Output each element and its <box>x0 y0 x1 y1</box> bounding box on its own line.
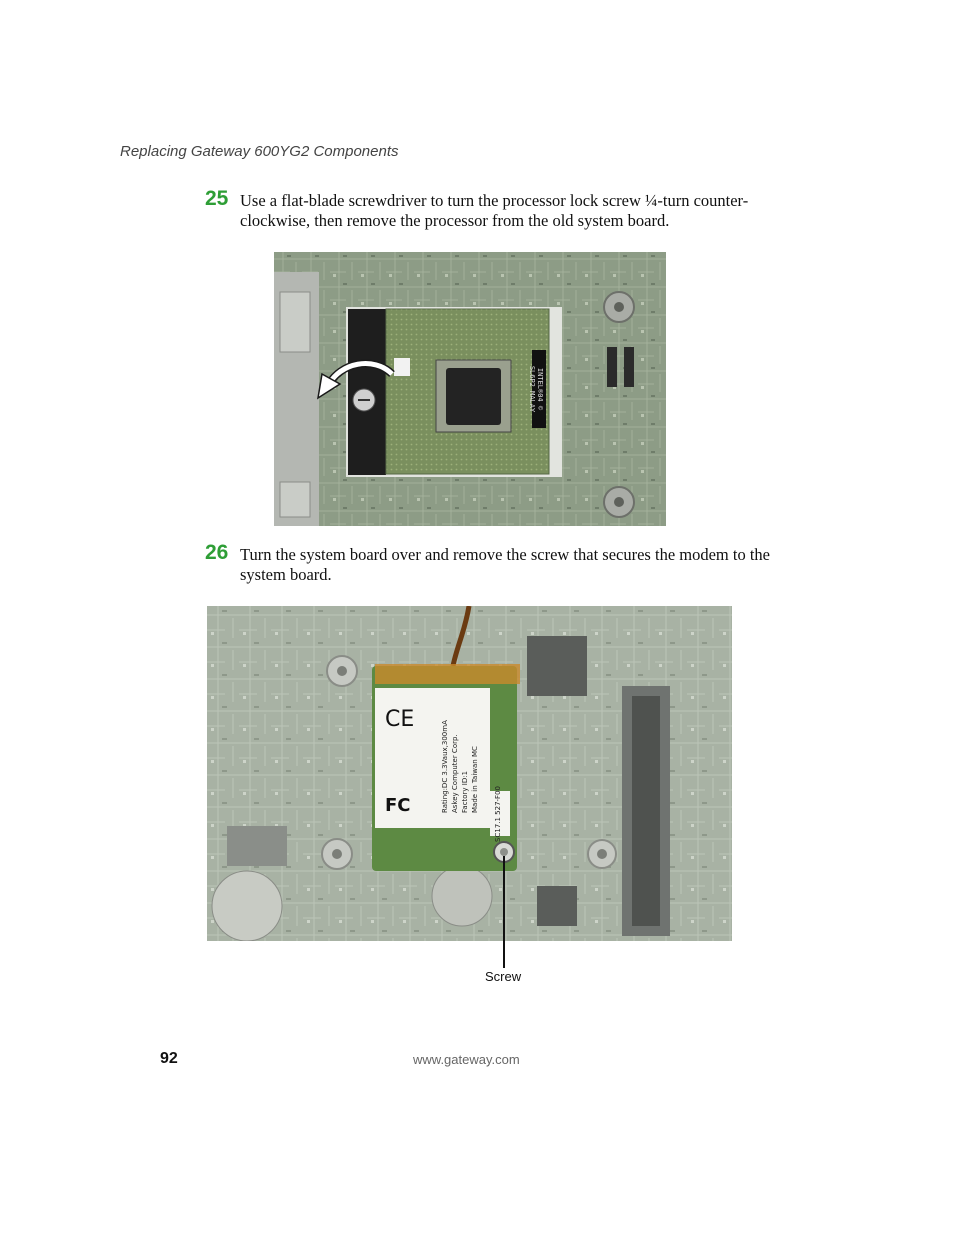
modem-code: SC17.1 527-F00 <box>494 786 502 842</box>
processor-photo <box>274 252 666 526</box>
modem-line-4: Made in Taiwan MC <box>471 746 479 813</box>
fcc-mark: FC <box>385 795 411 816</box>
modem-line-2: Askey Computer Corp. <box>451 734 459 813</box>
callout-line <box>503 856 505 968</box>
modem-line-3: Factory ID:1 <box>461 770 469 813</box>
step-number-25: 25 <box>205 187 229 210</box>
step-text-26: Turn the system board over and remove the screw that secures the modem to the system board. <box>240 545 770 584</box>
step-text-25: Use a flat-blade screwdriver to turn the processor lock screw ¼-turn counter-clockwise, then remove the processor from the old system board. <box>240 191 749 230</box>
page-number: 92 <box>160 1050 178 1067</box>
step-number-26: 26 <box>205 541 229 564</box>
ce-mark: CE <box>385 707 415 732</box>
chip-label-2: SL6P2 MALAY <box>528 365 536 413</box>
running-head: Replacing Gateway 600YG2 Components <box>120 143 399 160</box>
modem-line-1: Rating:DC 3.3Vaux,300mA <box>441 720 449 813</box>
website-link[interactable]: www.gateway.com <box>413 1052 520 1067</box>
modem-photo <box>207 606 732 941</box>
callout-screw: Screw <box>485 969 522 984</box>
chip-label-1: INTEL®04 © <box>536 367 544 411</box>
